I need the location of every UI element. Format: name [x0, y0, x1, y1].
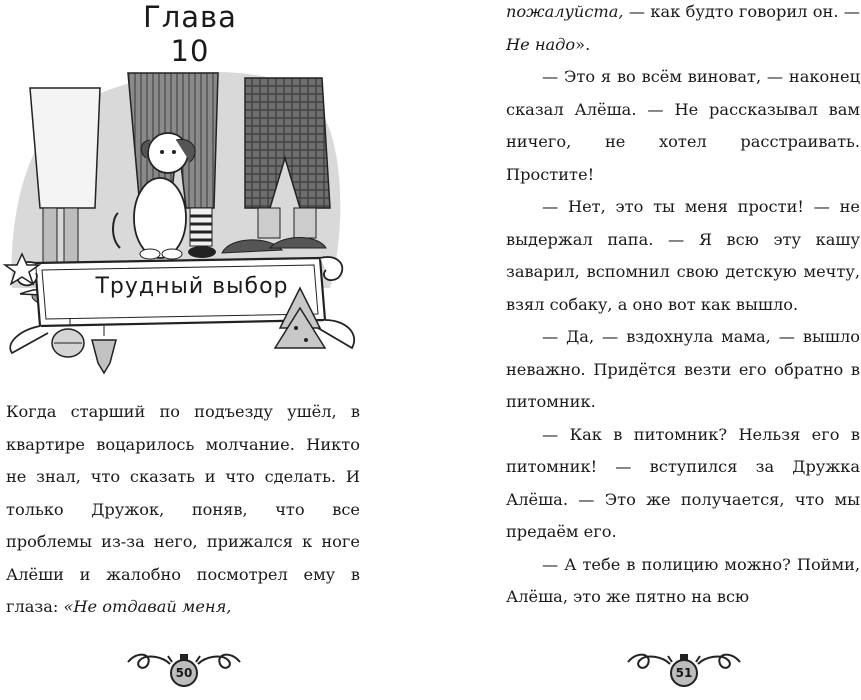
page-number-ornament: [124, 640, 244, 692]
paragraph: — Нет, это ты меня прости! — не выдержал папа. — Я всю эту кашу заварил, вспомнил свою детскую мечту, взял собаку, а оно вот как вышло.: [506, 197, 860, 314]
paragraph: — Как в питомник? Нельзя его в питомник! — вступился за Дружка Алёша. — Это же получается, что мы предаём его.: [506, 424, 860, 541]
paragraph: — Это я во всём виноват, — наконец сказал Алёша. — Не рассказывал вам ничего, не хотел расстраивать. Простите!: [506, 67, 860, 184]
paragraph: — А тебе в полицию можно? Пойми, Алёша, это же пятно на всю: [506, 554, 860, 606]
left-page: [0, 0, 372, 700]
chapter-title: Глава 10: [143, 0, 237, 68]
body-text: [6, 396, 360, 624]
right-page: [500, 0, 861, 700]
chapter-illustration: [0, 58, 372, 378]
body-text: [506, 0, 860, 614]
paragraph: — Да, — вздохнула мама, — вышло неважно. Придётся везти его обратно в питомник.: [506, 327, 860, 411]
page-number: 51: [675, 666, 693, 680]
page-number: 50: [175, 666, 193, 680]
page-number-ornament: [624, 640, 744, 692]
paragraph: Когда старший по подъезду ушёл, в квартире воцарилось молчание. Никто не знал, что сказать и что сделать. И только Дружок, поняв, что все проблемы из-за него, прижался к ноге Алёши и жалобно посмотрел ему в глаза: «Не отдавай меня,: [6, 402, 360, 616]
chapter-subtitle-banner: Трудный выбор: [95, 274, 289, 299]
paragraph: пожалуйста, — как будто говорил он. — Не надо».: [506, 2, 860, 54]
